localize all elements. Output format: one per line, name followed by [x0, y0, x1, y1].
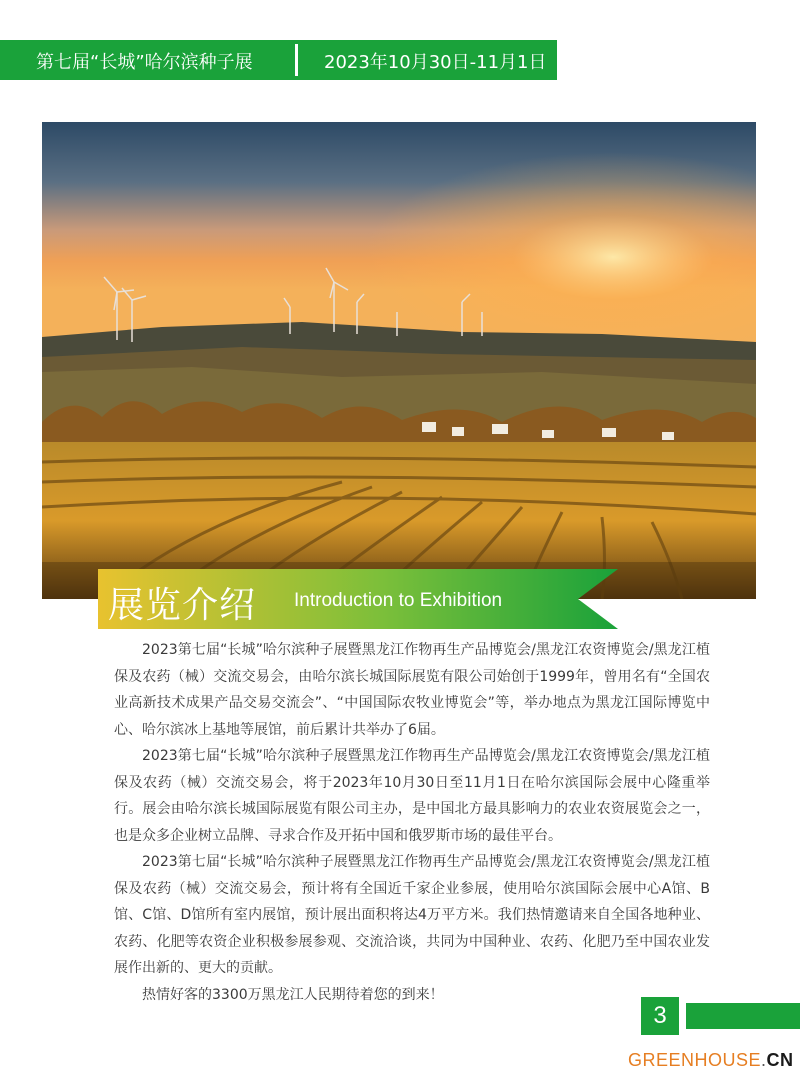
banner-title-zh: 展览介绍 [108, 585, 257, 626]
section-banner [98, 569, 618, 629]
hero-image [42, 122, 756, 599]
paragraph: 2023第七届“长城”哈尔滨种子展暨黑龙江作物再生产品博览会/黑龙江农资博览会/黑龙江植保及农药（械）交流交易会，由哈尔滨长城国际展览有限公司始创于1999年，曾用名有“全国农业高新技术成果产品交易交流会”、“中国国际农牧业博览会”等，举办地点为黑龙江国际博览中心、哈尔滨冰上基地等展馆，前后累计共举办了6届。 [114, 642, 710, 738]
brand-dot: . [761, 1050, 767, 1070]
header-title: 第七届“长城”哈尔滨种子展 [36, 52, 253, 73]
page-number: 3 [641, 997, 679, 1035]
brand-logo [628, 1050, 794, 1071]
paragraph: 热情好客的3300万黑龙江人民期待着您的到来！ [142, 986, 444, 1003]
footer-bar [686, 1003, 800, 1029]
brand-main: GREENHOUSE [628, 1050, 762, 1070]
brand-cn: CN [766, 1050, 794, 1070]
banner-title-en: Introduction to Exhibition [294, 590, 503, 611]
paragraph: 2023第七届“长城”哈尔滨种子展暨黑龙江作物再生产品博览会/黑龙江农资博览会/黑龙江植保及农药（械）交流交易会，预计将有全国近千家企业参展，使用哈尔滨国际会展中心A馆、B馆、C馆、D馆所有室内展馆，预计展出面积将达4万平方米。我们热情邀请来自全国各地种业、农药、化肥等农资企业积极参展参观、交流洽谈，共同为中国种业、农药、化肥乃至中国农业发展作出新的、更大的贡献。 [114, 854, 710, 976]
header-dates: 2023年10月30日-11月1日 [324, 52, 547, 73]
header-divider [295, 44, 298, 76]
article-body [114, 637, 710, 1008]
paragraph: 2023第七届“长城”哈尔滨种子展暨黑龙江作物再生产品博览会/黑龙江农资博览会/黑龙江植保及农药（械）交流交易会，将于2023年10月30日至11月1日在哈尔滨国际会展中心隆重举行。展会由哈尔滨长城国际展览有限公司主办，是中国北方最具影响力的农业农资展览会之一，也是众多企业树立品牌、寻求合作及开拓中国和俄罗斯市场的最佳平台。 [114, 748, 710, 844]
header-bar [0, 40, 557, 80]
sunset-vineyard-image [42, 122, 756, 599]
